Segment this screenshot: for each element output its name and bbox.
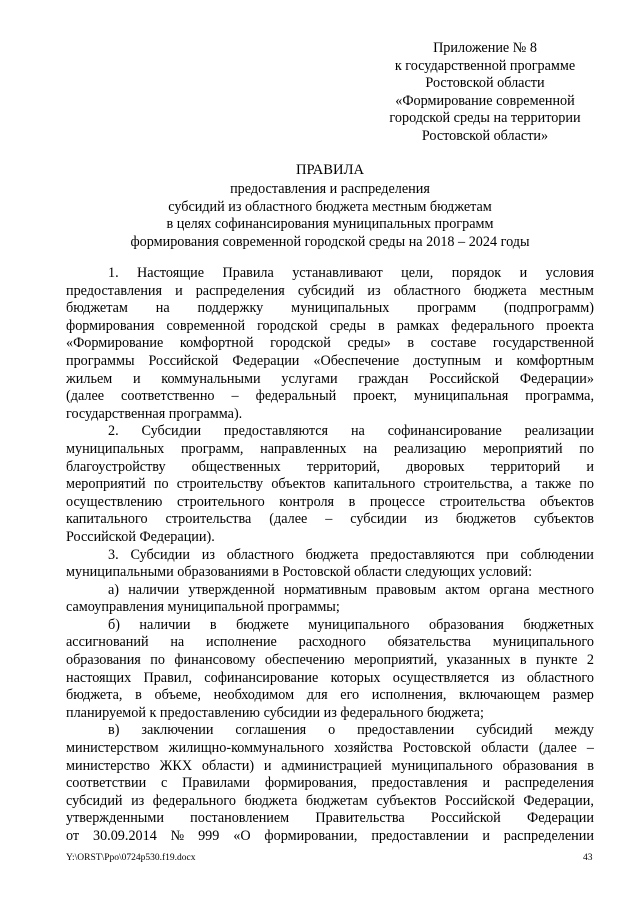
appendix-line: городской среды на территории xyxy=(389,110,581,127)
body-line: от 30.09.2014 № 999 «О формировании, предоставлении и распределении xyxy=(66,828,594,844)
appendix-line: Ростовской области» xyxy=(421,127,549,144)
footer-file-path: Y:\ORST\Ppo\0724p530.f19.docx xyxy=(66,853,196,863)
appendix-line: к государственной программе xyxy=(394,57,576,74)
appendix-line: «Формирование современной xyxy=(395,92,575,109)
body-line: предоставления и распределения субсидий из областного бюджета местным xyxy=(66,282,594,299)
appendix-line: Ростовской области xyxy=(425,75,545,92)
body-line: государственная программа). xyxy=(66,405,243,422)
document-body xyxy=(66,265,594,846)
appendix-header xyxy=(362,40,608,146)
title-main: ПРАВИЛА xyxy=(295,162,365,178)
body-line: капитального строительства (далее – субсидии из бюджетов субъектов xyxy=(66,511,594,528)
footer-page-number: 43 xyxy=(583,853,593,863)
body-line: 2. Субсидии предоставляются на софинансирование реализации xyxy=(108,423,594,440)
body-line: субсидий из федерального бюджета бюджетам субъектов Российской Федерации, xyxy=(66,792,594,809)
title-line: формирования современной городской среды на 2018 – 2024 годы xyxy=(130,234,530,251)
body-line: образования по финансовому обеспечению мероприятий, указанных в пункте 2 xyxy=(66,652,594,669)
body-line: муниципальными образованиями в Ростовской области следующих условий: xyxy=(66,564,533,581)
title-line: предоставления и распределения xyxy=(230,180,430,197)
body-line: в) заключении соглашения о предоставлении субсидий между xyxy=(108,722,594,739)
body-line: 1. Настоящие Правила устанавливают цели, порядок и условия xyxy=(108,265,594,281)
document-title xyxy=(66,162,594,252)
body-line: формирования современной городской среды в рамках федерального проекта xyxy=(66,317,594,334)
body-line: бюджетам на поддержку муниципальных программ (подпрограмм) xyxy=(66,300,594,317)
body-line: планируемой к предоставлению субсидии из федерального бюджета; xyxy=(66,704,484,721)
title-line: субсидий из областного бюджета местным бюджетам xyxy=(168,198,492,215)
title-line: в целях софинансирования муниципальных программ xyxy=(166,216,494,233)
body-line: Российской Федерации). xyxy=(66,528,215,545)
body-line: бюджета, в объеме, необходимом для его исполнения, включающем размер xyxy=(66,687,594,704)
body-line: жильем и коммунальными услугами граждан Российской Федерации» xyxy=(66,370,594,387)
body-line: программы Российской Федерации «Обеспечение доступным и комфортным xyxy=(66,352,594,369)
body-line: б) наличии в бюджете муниципального образования бюджетных xyxy=(108,616,594,633)
body-line: муниципальных программ, направленных на реализацию мероприятий по xyxy=(66,440,594,457)
body-line: ассигнований на исполнение расходного обязательства муниципального xyxy=(66,634,594,651)
body-line: мероприятий по строительству объектов капитального строительства, а также по xyxy=(66,476,594,493)
body-line: а) наличии утвержденной нормативным правовым актом органа местного xyxy=(108,581,594,598)
body-line: настоящих Правил, софинансирование которых осуществляется из областного xyxy=(66,669,594,686)
body-line: соответствии с Правилами формирования, предоставления и распределения xyxy=(66,775,594,792)
appendix-line: Приложение № 8 xyxy=(433,40,537,56)
body-line: министерство ЖКХ области) и администрацией муниципального образования в xyxy=(66,757,594,774)
body-line: самоуправления муниципальной программы; xyxy=(66,599,340,616)
body-line: утвержденными постановлением Правительства Российской Федерации xyxy=(66,810,594,827)
body-line: осуществлению строительного контроля в процессе строительства объектов xyxy=(66,493,594,510)
body-line: министерством жилищно-коммунального хозяйства Ростовской области (далее – xyxy=(66,740,594,757)
body-line: (далее соответственно – федеральный проект, муниципальная программа, xyxy=(66,388,594,405)
body-line: благоустройству общественных территорий, дворовых территорий и xyxy=(66,458,594,475)
body-line: 3. Субсидии из областного бюджета предоставляются при соблюдении xyxy=(108,546,594,563)
body-line: «Формирование комфортной городской среды» в составе государственной xyxy=(66,335,594,352)
